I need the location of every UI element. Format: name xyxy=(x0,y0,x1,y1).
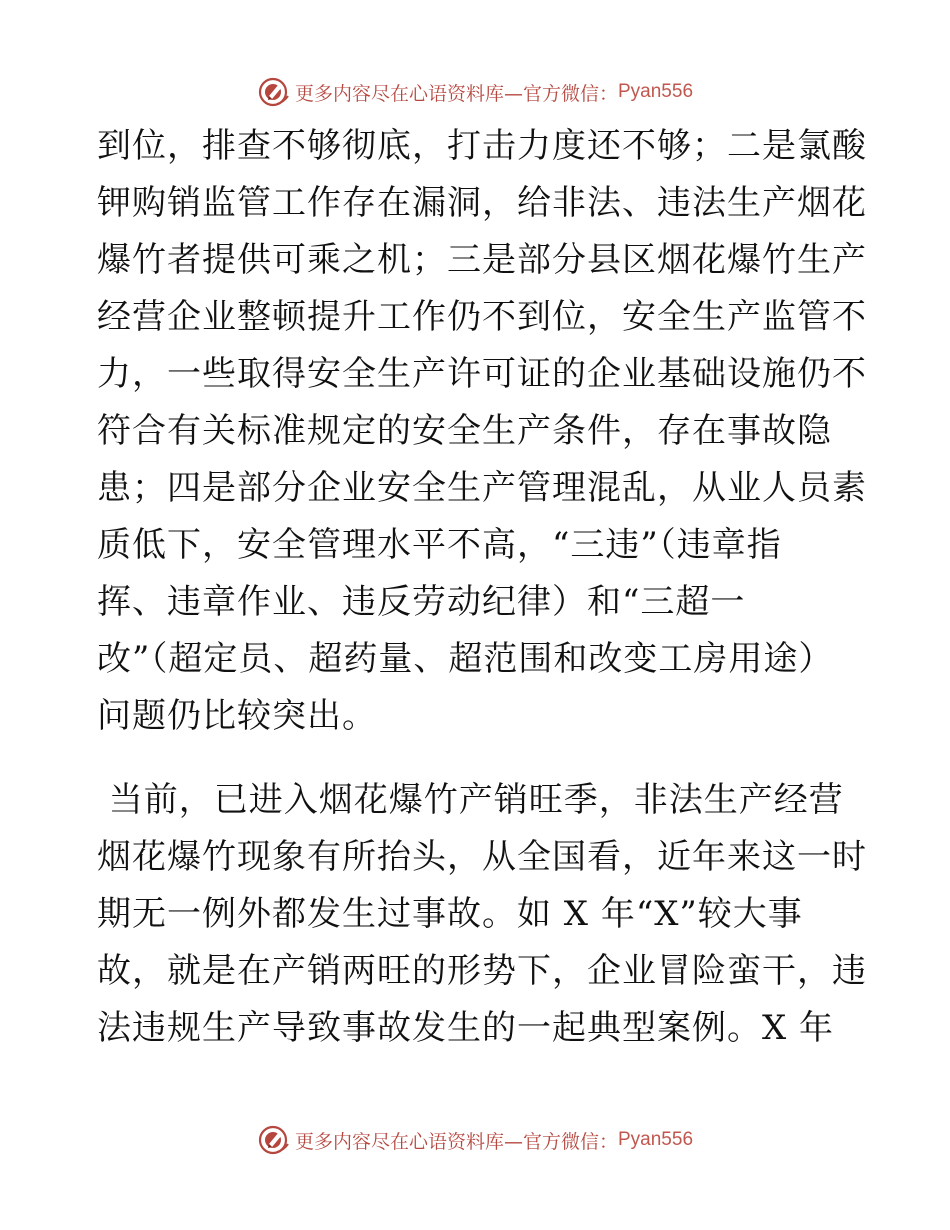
text-line: 经营企业整顿提升工作仍不到位，安全生产监管不 xyxy=(97,297,867,337)
text-line: 法违规生产导致事故发生的一起典型案例。X 年 xyxy=(97,1008,835,1048)
text-line: 钾购销监管工作存在漏洞，给非法、违法生产烟花 xyxy=(97,183,867,223)
watermark-text: 更多内容尽在心语资料库—官方微信： xyxy=(294,1130,618,1153)
watermark-wechat-id: Pyan556 xyxy=(618,81,694,102)
text-line: 烟花爆竹现象有所抬头，从全国看，近年来这一时 xyxy=(97,837,867,877)
pen-logo-icon xyxy=(257,75,291,109)
footer-watermark xyxy=(0,1120,950,1160)
text-line: 挥、违章作业、违反劳动纪律）和“三超一 xyxy=(97,582,746,622)
text-line: 患；四是部分企业安全生产管理混乱，从业人员素 xyxy=(97,468,867,508)
header-watermark xyxy=(0,72,950,112)
paragraph xyxy=(97,118,867,745)
watermark-wechat-id: Pyan556 xyxy=(618,1129,694,1150)
document-body xyxy=(97,118,867,1057)
watermark-text: 更多内容尽在心语资料库—官方微信： xyxy=(294,82,618,105)
text-line: 改”（超定员、超药量、超范围和改变工房用途） xyxy=(97,639,834,679)
text-line: 当前，已进入烟花爆竹产销旺季，非法生产经营 xyxy=(97,780,844,820)
text-line: 力，一些取得安全生产许可证的企业基础设施仍不 xyxy=(97,354,867,394)
pen-logo-icon xyxy=(257,1123,291,1157)
text-line: 期无一例外都发生过事故。如 X 年“X”较大事 xyxy=(97,894,803,934)
paragraph xyxy=(97,772,867,1057)
text-line: 符合有关标准规定的安全生产条件，存在事故隐 xyxy=(97,411,832,451)
paragraph-spacer xyxy=(97,745,867,772)
text-line: 故，就是在产销两旺的形势下，企业冒险蛮干，违 xyxy=(97,951,867,991)
text-line: 爆竹者提供可乘之机；三是部分县区烟花爆竹生产 xyxy=(97,240,867,280)
text-line: 问题仍比较突出。 xyxy=(97,696,377,736)
text-line: 质低下，安全管理水平不高，“三违”（违章指 xyxy=(97,525,782,565)
text-line: 到位，排查不够彻底，打击力度还不够；二是氯酸 xyxy=(97,126,867,166)
